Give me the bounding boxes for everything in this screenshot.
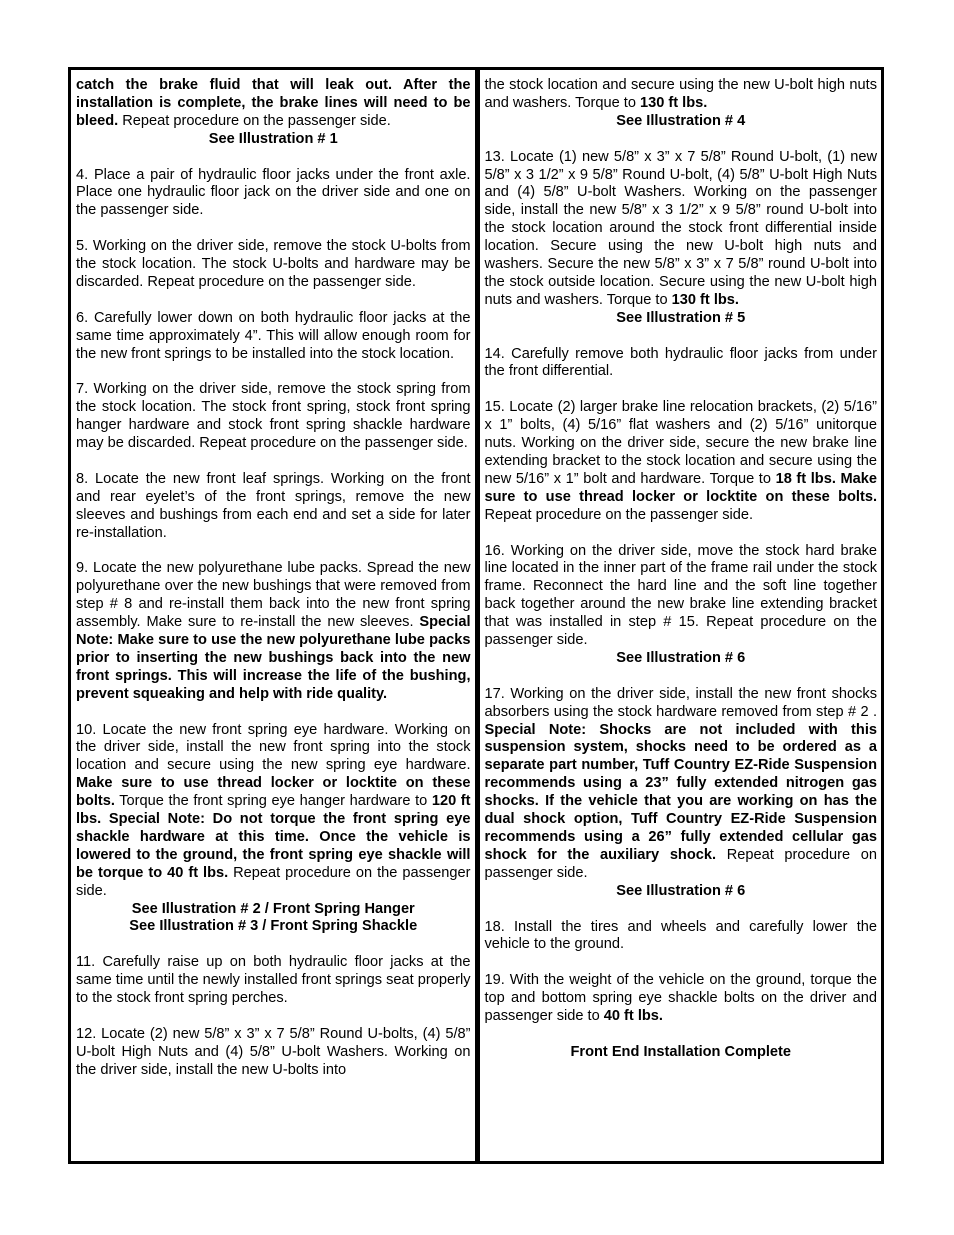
step-19: 19. With the weight of the vehicle on the ground, torque the top and bottom spring eye shackle bolts on the driver and passenger side to 40 ft lbs. xyxy=(484,972,877,1025)
step-10: 10. Locate the new front spring eye hardware. Working on the driver side, install the new front spring into the stock location and secure using the new spring eye hardware. Make sure to use thread locker or locktite on these bolts. Torque the front spring eye hanger hardware to 120 ft lbs. Special Note: Do not torque the front spring eye shackle hardware at this time. Once the vehicle is lowered to the ground, the front spring eye shackle will be torque to 40 ft lbs. Repeat procedure on the passenger side. xyxy=(76,721,471,899)
step-12: 12. Locate (2) new 5/8” x 3” x 7 5/8” Round U-bolts, (4) 5/8” U-bolt High Nuts and (4) 5/8” U-bolt Washers. Working on the driver side, install the new U-bolts into xyxy=(76,1025,471,1078)
step-15: 15. Locate (2) larger brake line relocation brackets, (2) 5/16” x 1” bolts, (4) 5/16” flat washers and (2) 5/16” unitorque nuts. Working on the driver side, secure the new brake line extending bracket to the stock location and secure using the new 5/16” x 1” bolt and hardware. Torque to 18 ft lbs. Make sure to use thread locker or locktite on these bolts. Repeat procedure on the passenger side. xyxy=(484,399,877,523)
step-13: 13. Locate (1) new 5/8” x 3” x 7 5/8” Round U-bolt, (1) new 5/8” x 3 1/2” x 9 5/8” Round U-bolt, (4) 5/8” U-bolt High Nuts and (4) 5/8” U-bolt Washers. Working on the passenger side, install the new 5/8” x 3 1/2” x 9 5/8” round U-bolt into the stock location around the stock front differential inside location. Secure using the new U-bolt high nuts and washers. Secure the new 5/8” x 3” x 7 5/8” round U-bolt into the stock outside location. Secure using the new U-bolt high nuts and washers. Torque to 130 ft lbs. xyxy=(484,148,877,308)
step-16: 16. Working on the driver side, move the stock hard brake line located in the inner part of the frame rail under the stock frame. Reconnect the hard line and the soft line together back together around the new brake line extending bracket that was installed in step # 15. Repeat procedure on the passenger side. xyxy=(484,542,877,649)
step-14: 14. Carefully remove both hydraulic floor jacks from under the front differential. xyxy=(484,345,877,380)
step-7: 7. Working on the driver side, remove the stock spring from the stock location. The stock front spring, stock front spring hanger hardware and stock front spring shackle hardware may be discarded. Repeat procedure on the passenger side. xyxy=(76,381,471,452)
step-4: 4. Place a pair of hydraulic floor jacks under the front axle. Place one hydraulic floor jack on the driver side and one on the passenger side. xyxy=(76,166,471,219)
step-6: 6. Carefully lower down on both hydraulic floor jacks at the same time approximately 4”. This will allow enough room for the new front springs to be installed into the stock location. xyxy=(76,309,471,362)
illustration-ref-2: See Illustration # 2 / Front Spring Hanger xyxy=(131,900,415,917)
instructions-frame xyxy=(68,67,884,1164)
step-18: 18. Install the tires and wheels and carefully lower the vehicle to the ground. xyxy=(484,918,877,953)
right-column xyxy=(480,70,882,1161)
step-11: 11. Carefully raise up on both hydraulic floor jacks at the same time until the newly installed front springs seat properly to the stock front spring perches. xyxy=(76,954,471,1007)
illustration-ref-1: See Illustration # 1 xyxy=(208,130,338,147)
illustration-ref-6b: See Illustration # 6 xyxy=(616,882,746,899)
illustration-ref-6a: See Illustration # 6 xyxy=(616,649,746,666)
illustration-ref-4: See Illustration # 4 xyxy=(616,112,746,129)
left-column xyxy=(71,70,475,1161)
step-8: 8. Locate the new front leaf springs. Working on the front and rear eyelet’s of the front springs, remove the new sleeves and bushings from each end and set a side for later re-installation. xyxy=(76,470,471,541)
paragraph-continued-ubolt: the stock location and secure using the new U-bolt high nuts and washers. Torque to 130 ft lbs. xyxy=(484,77,877,111)
installation-complete-heading: Front End Installation Complete xyxy=(570,1043,792,1060)
paragraph-continued-bleed: catch the brake fluid that will leak out. After the installation is complete, the brake lines will need to be bleed. Repeat procedure on the passenger side. xyxy=(76,77,471,129)
illustration-ref-5: See Illustration # 5 xyxy=(616,309,746,326)
step-17: 17. Working on the driver side, install the new front shocks absorbers using the stock hardware removed from step # 2 . Special Note: Shocks are not included with this suspension system, shocks need to be ordered as a separate part number, Tuff Country EZ-Ride Suspension recommends using a 23” fully extended nitrogen gas shocks. If the vehicle that you are working on has the dual shock option, Tuff Country EZ-Ride Suspension recommends using a 26” fully extended cellular gas shock for the auxiliary shock. Repeat procedure on passenger side. xyxy=(484,685,878,881)
step-9: 9. Locate the new polyurethane lube packs. Spread the new polyurethane over the new bushings that were removed from step # 8 and re-install them back into the new front spring assembly. Make sure to re-install the new sleeves. Special Note: Make sure to use the new polyurethane lube packs prior to inserting the new bushings back into the new front springs. This will increase the life of the bushing, prevent squeaking and help with ride quality. xyxy=(76,560,471,702)
step-5: 5. Working on the driver side, remove the stock U-bolts from the stock location. The stock U-bolts and hardware may be discarded. Repeat procedure on the passenger side. xyxy=(76,238,471,290)
illustration-ref-3: See Illustration # 3 / Front Spring Shackle xyxy=(129,918,418,935)
